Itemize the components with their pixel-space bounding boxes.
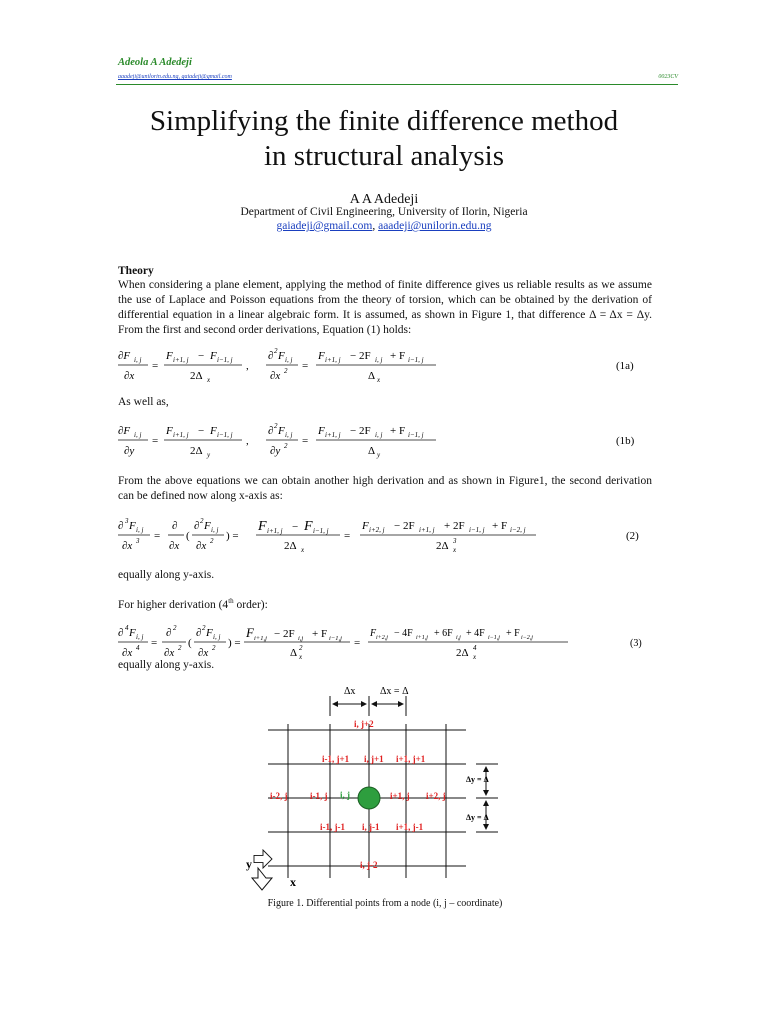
- svg-text:y: y: [207, 451, 211, 459]
- svg-text:2: 2: [284, 442, 288, 450]
- svg-text:i, j: i, j: [285, 431, 293, 439]
- running-header-author: Adeola A Adedeji: [118, 57, 192, 68]
- author-emails: [84, 220, 684, 232]
- svg-text:∂x: ∂x: [169, 540, 180, 552]
- higher-derivation-sup: th: [228, 597, 234, 605]
- svg-text:F: F: [204, 520, 211, 532]
- email-link-unilorin[interactable]: aaadeji@unilorin.edu.ng: [378, 220, 492, 232]
- axis-x-label: x: [290, 875, 296, 889]
- svg-text:i+1, j: i+1, j: [267, 527, 283, 535]
- svg-text:2: 2: [274, 347, 278, 355]
- higher-derivation-text: [118, 594, 652, 613]
- author-name: A A Adedeji: [349, 192, 419, 207]
- equally-along-y-1: equally along y-axis.: [118, 569, 215, 581]
- theory-paragraph-2: From the above equations we can obtain another high derivation and as shown in Figure1, the second derivation can be defined now along x-axis as:: [118, 475, 652, 502]
- svg-text:∂x: ∂x: [270, 370, 281, 382]
- node-label-right1: i+1, j: [390, 791, 410, 801]
- affiliation: Department of Civil Engineering, University of Ilorin, Nigeria: [240, 206, 528, 218]
- svg-text:i, j: i, j: [136, 633, 144, 641]
- svg-text:F: F: [362, 520, 369, 532]
- node-label-right2: i+2, j: [426, 791, 446, 801]
- svg-text:F: F: [210, 350, 217, 362]
- svg-text:2Δ: 2Δ: [190, 445, 203, 457]
- svg-text:=: =: [354, 637, 361, 649]
- svg-text:F: F: [166, 350, 173, 362]
- figure-1-caption: Figure 1. Differential points from a node (i, j – coordinate): [267, 898, 503, 909]
- svg-text:i+1,j: i+1,j: [254, 635, 267, 642]
- svg-text:− 2F: − 2F: [274, 628, 295, 640]
- email-separator: ,: [372, 220, 379, 232]
- svg-text:F: F: [129, 627, 136, 639]
- node-label-top2: i, j+2: [354, 719, 374, 729]
- svg-text:=: =: [344, 530, 351, 542]
- equation-number-3: (3): [630, 638, 642, 649]
- svg-text:− 2F: − 2F: [350, 425, 371, 437]
- svg-text:i−2,j: i−2,j: [521, 635, 533, 641]
- svg-text:F: F: [318, 425, 325, 437]
- svg-text:+ F: + F: [492, 520, 508, 532]
- svg-text:2: 2: [202, 624, 206, 632]
- node-label-top-right: i+1, j+1: [396, 754, 426, 764]
- svg-text:+ F: + F: [390, 425, 406, 437]
- theory-paragraph-1: When considering a plane element, applying the method of finite difference gives us reliable results as we assume the use of Laplace and Poisson equations from the theory of torsion, which can be obtained by the derivation of differential equation in a linear algebraic form. It is assumed, as shown in Figure 1, that difference Δ = Δx = Δy. From the first and second order derivations, Equation (1) holds:: [118, 279, 652, 336]
- svg-text:,: ,: [246, 435, 249, 447]
- title-line-2: in structural analysis: [263, 140, 504, 172]
- svg-text:Δ: Δ: [368, 445, 376, 457]
- header-rule: [116, 84, 678, 85]
- email-link-gmail[interactable]: gaiadeji@gmail.com: [276, 220, 373, 232]
- svg-text:Δ: Δ: [290, 647, 298, 659]
- svg-text:2: 2: [178, 644, 182, 652]
- svg-text:i, j: i, j: [285, 356, 293, 364]
- svg-text:∂x: ∂x: [124, 370, 135, 382]
- dim-dx-label: Δx: [344, 686, 356, 697]
- svg-text:2: 2: [210, 537, 214, 545]
- svg-text:∂F: ∂F: [118, 350, 131, 362]
- svg-text:x: x: [207, 376, 211, 384]
- svg-text:=: =: [151, 637, 158, 649]
- svg-text:4: 4: [473, 644, 477, 652]
- svg-text:F: F: [370, 628, 377, 639]
- running-header-paper-id: 0023CV: [658, 74, 678, 80]
- svg-text:i−1, j: i−1, j: [313, 527, 329, 535]
- svg-text:+ 4F: + 4F: [466, 628, 485, 639]
- svg-text:x: x: [453, 546, 457, 554]
- svg-text:i−1, j: i−1, j: [408, 431, 424, 439]
- center-node: [358, 787, 380, 809]
- node-label-top-left: i-1, j+1: [322, 754, 350, 764]
- equation-number-1a: (1a): [616, 360, 634, 372]
- svg-text:(: (: [186, 530, 190, 542]
- svg-text:∂x: ∂x: [198, 647, 209, 659]
- svg-text:2Δ: 2Δ: [436, 540, 449, 552]
- svg-text:i−1,j: i−1,j: [488, 635, 500, 641]
- svg-text:∂: ∂: [268, 425, 274, 437]
- svg-text:=: =: [154, 530, 161, 542]
- svg-text:i+1,j: i+1,j: [416, 635, 428, 641]
- svg-text:i, j: i, j: [375, 356, 383, 364]
- svg-text:,: ,: [246, 360, 249, 372]
- equation-2: [118, 515, 678, 555]
- svg-text:=: =: [302, 435, 309, 447]
- equation-number-2: (2): [626, 530, 639, 542]
- svg-text:+ F: + F: [506, 628, 520, 639]
- figure-1-grid: [230, 678, 530, 896]
- node-label-left1: i-1, j: [310, 791, 328, 801]
- svg-text:∂: ∂: [166, 627, 172, 639]
- svg-text:∂: ∂: [194, 520, 200, 532]
- svg-text:2: 2: [212, 644, 216, 652]
- svg-text:2: 2: [274, 422, 278, 430]
- svg-text:i−1, j: i−1, j: [469, 526, 485, 534]
- svg-text:=: =: [152, 360, 159, 372]
- svg-text:i+1, j: i+1, j: [325, 431, 341, 439]
- equation-3: [118, 622, 678, 662]
- equation-1a: [118, 345, 678, 385]
- svg-text:F: F: [166, 425, 173, 437]
- svg-text:∂F: ∂F: [118, 425, 131, 437]
- node-label-bot-right: i+1, j-1: [396, 822, 424, 832]
- svg-text:i, j: i, j: [134, 431, 142, 439]
- dimension-dx: [330, 686, 409, 716]
- svg-text:F: F: [278, 350, 285, 362]
- svg-text:2: 2: [200, 517, 204, 525]
- svg-text:i+2,j: i+2,j: [376, 635, 388, 641]
- dimension-dy: [466, 764, 498, 832]
- svg-text:F: F: [206, 627, 213, 639]
- svg-text:+ F: + F: [312, 628, 328, 640]
- svg-text:x: x: [473, 653, 477, 661]
- svg-text:i+1, j: i+1, j: [419, 526, 435, 534]
- title-line-1: Simplifying the finite difference method: [149, 105, 619, 137]
- svg-text:−: −: [198, 350, 205, 362]
- svg-text:F: F: [304, 519, 313, 534]
- equally-along-y-2: equally along y-axis.: [118, 659, 215, 671]
- svg-text:F: F: [278, 425, 285, 437]
- svg-text:∂y: ∂y: [124, 445, 135, 457]
- node-label-bot2: i, j-2: [360, 860, 378, 870]
- node-label-left2: i-2, j: [270, 791, 288, 801]
- svg-text:i, j: i, j: [211, 526, 219, 534]
- higher-derivation-post: order):: [233, 598, 268, 611]
- axis-y-label: y: [246, 857, 252, 871]
- node-label-center: i, j: [340, 790, 350, 800]
- svg-text:i−2, j: i−2, j: [510, 526, 526, 534]
- svg-text:∂: ∂: [196, 627, 202, 639]
- svg-text:i,j: i,j: [456, 635, 461, 641]
- svg-text:F: F: [210, 425, 217, 437]
- svg-text:F: F: [246, 625, 254, 640]
- paper-title: [84, 104, 684, 174]
- svg-text:− 2F: − 2F: [350, 350, 371, 362]
- svg-text:2Δ: 2Δ: [190, 370, 203, 382]
- svg-text:∂x: ∂x: [122, 540, 133, 552]
- svg-text:∂x: ∂x: [122, 647, 133, 659]
- svg-text:F: F: [318, 350, 325, 362]
- svg-text:−: −: [198, 425, 205, 437]
- svg-text:i, j: i, j: [375, 431, 383, 439]
- higher-derivation-pre: For higher derivation (4: [118, 598, 229, 611]
- node-label-bot-left: i-1, j-1: [320, 822, 345, 832]
- section-heading-theory: Theory: [118, 265, 154, 277]
- svg-text:−: −: [292, 521, 299, 533]
- svg-text:Δ: Δ: [368, 370, 376, 382]
- svg-text:i−1, j: i−1, j: [408, 356, 424, 364]
- svg-text:i−1, j: i−1, j: [217, 356, 233, 364]
- svg-text:4: 4: [136, 644, 140, 652]
- node-label-top-mid: i, j+1: [364, 754, 384, 764]
- svg-text:i, j: i, j: [213, 633, 221, 641]
- svg-text:i+1, j: i+1, j: [325, 356, 341, 364]
- svg-text:(: (: [188, 637, 192, 649]
- svg-text:i, j: i, j: [136, 526, 144, 534]
- svg-text:3: 3: [125, 517, 129, 525]
- svg-text:3: 3: [136, 537, 140, 545]
- svg-text:i+1, j: i+1, j: [173, 356, 189, 364]
- svg-text:2: 2: [299, 644, 303, 652]
- svg-text:+ 2F: + 2F: [444, 520, 465, 532]
- equation-number-1b: (1b): [616, 435, 635, 447]
- svg-text:y: y: [377, 451, 381, 459]
- svg-text:) =: ) =: [228, 637, 241, 649]
- svg-text:x: x: [301, 546, 305, 554]
- svg-text:i−1,j: i−1,j: [329, 635, 342, 642]
- svg-text:2Δ: 2Δ: [284, 540, 297, 552]
- svg-text:∂: ∂: [268, 350, 274, 362]
- svg-text:+ 6F: + 6F: [434, 628, 453, 639]
- running-header-emails[interactable]: aaadeji@unilorin.edu.ng, gaiadeji@gmail.com: [118, 74, 232, 80]
- dim-dx-eq-label: Δx = Δ: [380, 686, 409, 697]
- svg-text:− 4F: − 4F: [394, 628, 413, 639]
- svg-text:∂: ∂: [172, 520, 178, 532]
- svg-text:− 2F: − 2F: [394, 520, 415, 532]
- svg-text:i,j: i,j: [298, 635, 304, 642]
- svg-text:=: =: [302, 360, 309, 372]
- svg-text:F: F: [258, 519, 267, 534]
- svg-text:3: 3: [453, 537, 457, 545]
- svg-text:i−1, j: i−1, j: [217, 431, 233, 439]
- svg-text:x: x: [299, 653, 303, 661]
- svg-text:) =: ) =: [226, 530, 239, 542]
- node-label-bot-mid: i, j-1: [362, 822, 380, 832]
- svg-text:+ F: + F: [390, 350, 406, 362]
- as-well-as-text: As well as,: [118, 396, 169, 408]
- svg-text:i+2, j: i+2, j: [369, 526, 385, 534]
- svg-text:F: F: [129, 520, 136, 532]
- svg-text:∂: ∂: [118, 520, 124, 532]
- svg-text:2: 2: [284, 367, 288, 375]
- svg-text:2: 2: [173, 624, 177, 632]
- dim-dy-label-1: Δy = Δ: [466, 775, 489, 784]
- equation-1b: [118, 420, 678, 460]
- svg-text:x: x: [377, 376, 381, 384]
- svg-text:4: 4: [125, 624, 129, 632]
- svg-text:i, j: i, j: [134, 356, 142, 364]
- svg-text:∂y: ∂y: [270, 445, 281, 457]
- svg-text:2Δ: 2Δ: [456, 647, 469, 659]
- dim-dy-label-2: Δy = Δ: [466, 813, 489, 822]
- svg-text:=: =: [152, 435, 159, 447]
- svg-text:∂: ∂: [118, 627, 124, 639]
- svg-text:∂x: ∂x: [164, 647, 175, 659]
- svg-text:∂x: ∂x: [196, 540, 207, 552]
- svg-text:i+1, j: i+1, j: [173, 431, 189, 439]
